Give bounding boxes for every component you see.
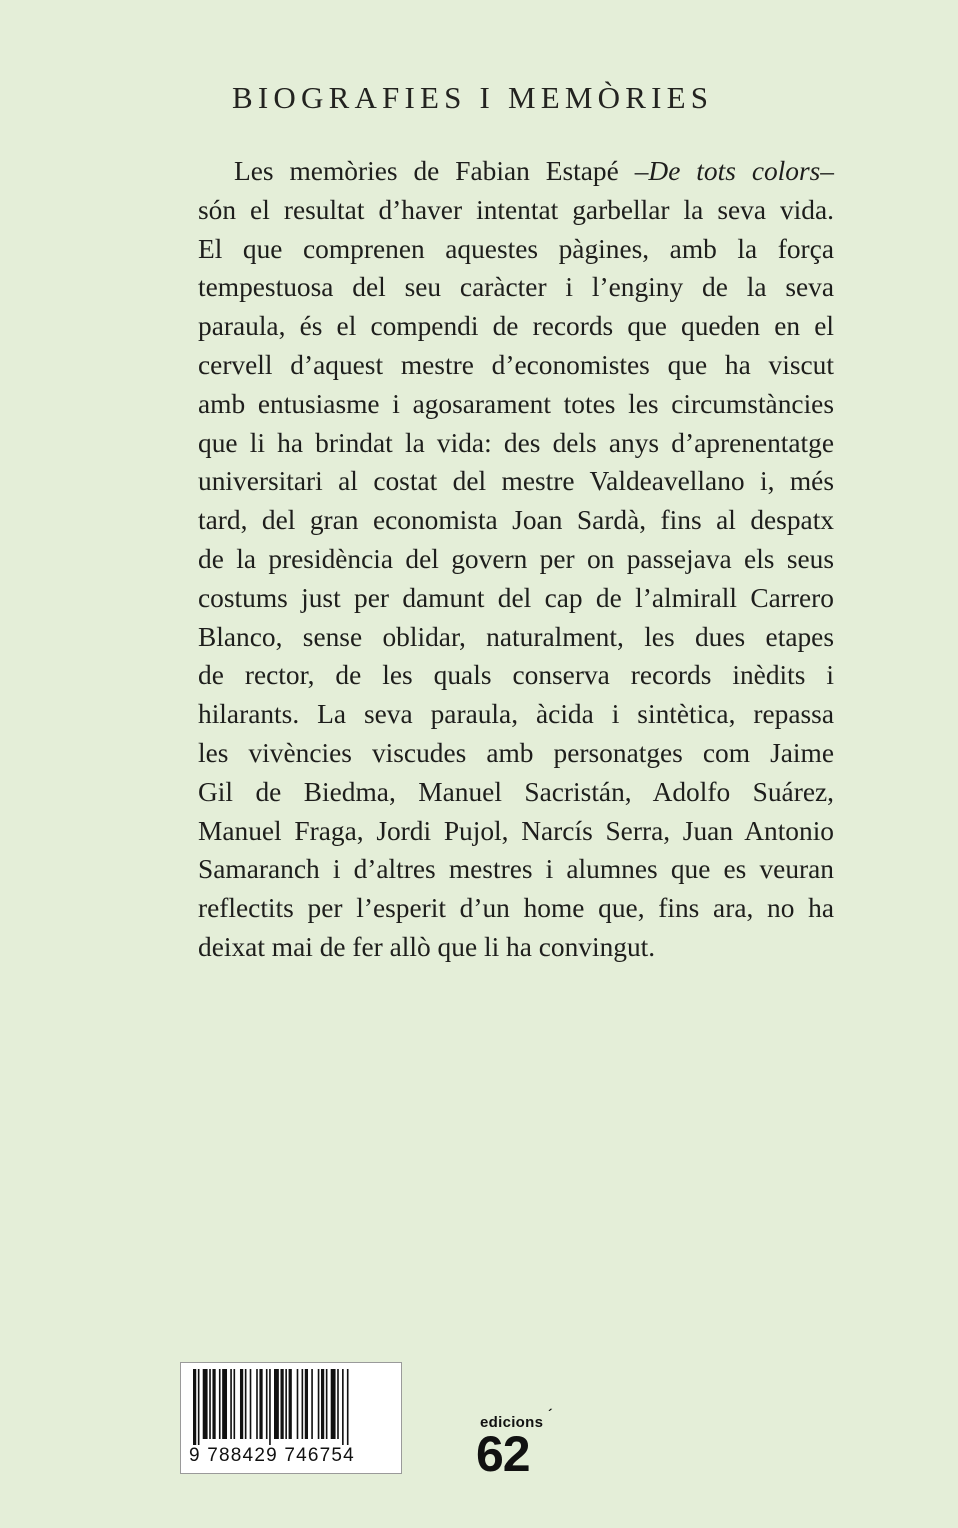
- barcode-bar: [285, 1369, 287, 1439]
- barcode-bar: [259, 1369, 262, 1439]
- barcode-bar: [337, 1369, 339, 1439]
- isbn-barcode: [180, 1362, 402, 1474]
- blurb-line: les vivències viscudes amb personatges com Jaime: [198, 737, 834, 768]
- barcode-bar: [326, 1369, 328, 1439]
- barcode-bar: [219, 1369, 221, 1439]
- publisher-logo-word: edicions: [480, 1414, 544, 1431]
- blurb-line: cervell d’aquest mestre d’economistes que ha viscut: [198, 349, 834, 380]
- blurb-line: costums just per damunt del cap de l’almirall Carrero: [198, 582, 834, 613]
- barcode-bar: [234, 1369, 236, 1439]
- barcode-bar: [230, 1369, 232, 1439]
- blurb-line: tempestuosa del seu caràcter i l’enginy de la seva: [198, 272, 834, 303]
- barcode-bars: [189, 1369, 393, 1445]
- barcode-bar: [198, 1369, 200, 1445]
- blurb-line: amb entusiasme i agosarament totes les circumstàncies: [198, 388, 834, 419]
- blurb-line: de la presidència del govern per on passejava els seus: [198, 543, 834, 574]
- blurb-line: [198, 152, 834, 191]
- barcode-bar: [297, 1369, 299, 1439]
- barcode-bar: [302, 1369, 304, 1439]
- blurb-line: paraula, és el compendi de records que queden en el: [198, 311, 834, 342]
- blurb-line: són el resultat d’haver intentat garbellar la seva vida.: [198, 194, 834, 225]
- barcode-bar: [331, 1369, 336, 1439]
- blurb-line-text: Les memòries de Fabian Estapé: [234, 156, 635, 186]
- barcode-bar: [250, 1369, 252, 1439]
- barcode-bar: [222, 1369, 227, 1439]
- barcode-bar: [289, 1369, 292, 1439]
- barcode-bar: [280, 1369, 283, 1439]
- blurb-text: [198, 152, 834, 967]
- blurb-line: Blanco, sense oblidar, naturalment, les dues etapes: [198, 621, 834, 652]
- barcode-bar: [321, 1369, 324, 1439]
- blurb-line: Gil de Biedma, Manuel Sacristán, Adolfo Suárez,: [198, 776, 834, 807]
- logo-accent-mark: ´: [548, 1406, 553, 1422]
- barcode-bar: [245, 1369, 247, 1439]
- blurb-line: El que comprenen aquestes pàgines, amb la força: [198, 233, 834, 264]
- barcode-bar: [347, 1369, 349, 1445]
- series-title: BIOGRAFIES I MEMÒRIES: [232, 80, 714, 115]
- barcode-bar: [266, 1369, 268, 1439]
- barcode-bar: [256, 1369, 258, 1439]
- blurb-line: Samaranch i d’altres mestres i alumnes que es veuran: [198, 854, 834, 885]
- barcode-bar: [193, 1369, 196, 1445]
- barcode-bar: [318, 1369, 320, 1439]
- book-title-italic: –De tots colors–: [634, 156, 834, 186]
- blurb-line: universitari al costat del mestre Valdeavellano i, més: [198, 466, 834, 497]
- publisher-logo-number: 62: [476, 1426, 530, 1482]
- blurb-line: hilarants. La seva paraula, àcida i sintètica, repassa: [198, 699, 834, 730]
- barcode-bar: [240, 1369, 243, 1439]
- barcode-bar: [274, 1369, 279, 1439]
- barcode-bar: [212, 1369, 215, 1439]
- blurb-line: tard, del gran economista Joan Sardà, fins al despatx: [198, 505, 834, 536]
- blurb-line: de rector, de les quals conserva records inèdits i: [198, 660, 834, 691]
- barcode-bar: [269, 1369, 271, 1445]
- blurb-line: reflectits per l’esperit d’un home que, fins ara, no ha: [198, 893, 834, 924]
- blurb-line: deixat mai de fer allò que li ha convingut.: [198, 931, 656, 962]
- barcode-bar: [209, 1369, 211, 1439]
- barcode-bar: [203, 1369, 208, 1439]
- blurb-line: Manuel Fraga, Jordi Pujol, Narcís Serra, Juan Antonio: [198, 815, 834, 846]
- isbn-digits: 9 788429 746754: [189, 1445, 355, 1466]
- barcode-bar: [311, 1369, 313, 1439]
- barcode-bar: [305, 1369, 308, 1439]
- barcode-bar: [342, 1369, 344, 1445]
- blurb-line: que li ha brindat la vida: des dels anys d’aprenentatge: [198, 427, 834, 458]
- publisher-logo: [476, 1406, 586, 1484]
